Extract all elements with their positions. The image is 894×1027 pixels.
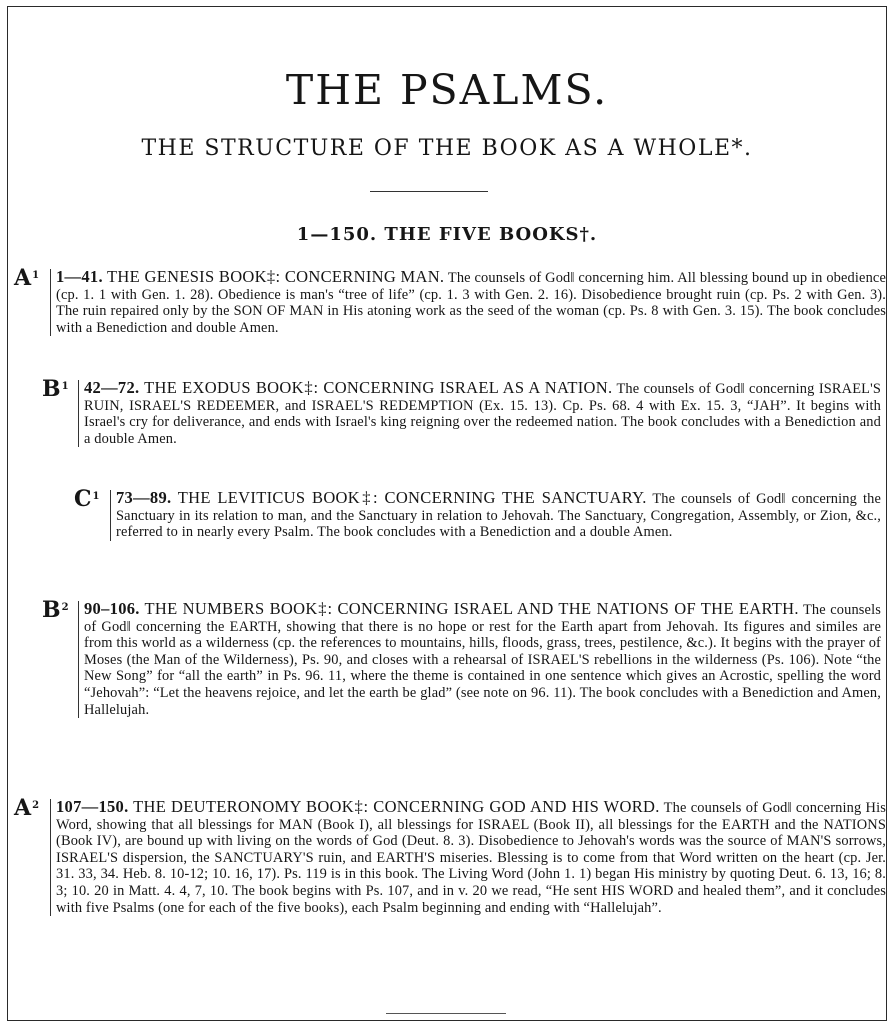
five-books-heading: 1—150. THE FIVE BOOKS†.	[296, 224, 598, 245]
bottom-rule	[386, 1013, 506, 1014]
section-text: The counsels of God‖ concerning the Sanctuary in its relation to man, and the Sanctuary in relation to Jehovah. The Sanctuary, Congregation, Assembly, or Zion, &c., referred to in nearly every Psalm. The book concludes with a Benediction and a double Amen.	[116, 491, 881, 541]
marker-superscript: 2	[61, 602, 69, 613]
marker-superscript: 1	[32, 270, 40, 281]
section-body	[50, 799, 886, 916]
section-marker	[14, 796, 39, 820]
marker-letter: C	[74, 486, 92, 512]
section-heading: THE NUMBERS BOOK‡: CONCERNING ISRAEL AND THE NATIONS OF THE EARTH.	[139, 599, 799, 618]
section-body	[78, 380, 881, 447]
section-text: The counsels of God‖ concerning him. All blessing bound up in obedience (cp. 1. 1 with Gen. 1. 28). Obedience is man's “tree of life” (cp. 1. 3 with Gen. 2. 16). Disobedience brought ruin (cp. Ps. 2 with Gen. 3). The ruin repaired only by the SON OF MAN in His atoning work as the seed of the woman (cp. Ps. 8 with Gen. 3. 15). The book concludes with a Benediction and double Amen.	[56, 270, 886, 336]
marker-letter: A	[14, 795, 32, 821]
marker-letter: A	[14, 265, 32, 291]
marker-letter: B	[42, 376, 61, 402]
section-range: 42—72.	[84, 378, 140, 397]
section-body	[110, 490, 881, 541]
section-heading: THE EXODUS BOOK‡: CONCERNING ISRAEL AS A NATION.	[139, 378, 613, 397]
section-heading: THE DEUTERONOMY BOOK‡: CONCERNING GOD AND HIS WORD.	[128, 797, 660, 816]
page-subtitle: THE STRUCTURE OF THE BOOK AS A WHOLE*.	[141, 136, 753, 161]
section-text: The counsels of God‖ concerning ISRAEL'S RUIN, ISRAEL'S REDEEMER, and ISRAEL'S REDEMPTION (Ex. 15. 13). Cp. Ps. 68. 4 with Ex. 15. 3, “JAH”. It begins with Israel's cry for deliverance, and ends with Israel's king reigning over the redeemed nation. The book concludes with a Benediction and a double Amen.	[84, 381, 881, 447]
section-range: 1—41.	[56, 267, 103, 286]
section-heading: THE LEVITICUS BOOK‡: CONCERNING THE SANCTUARY.	[171, 488, 647, 507]
marker-superscript: 1	[61, 381, 69, 392]
marker-superscript: 2	[32, 800, 40, 811]
section-marker	[42, 598, 69, 622]
section-heading: THE GENESIS BOOK‡: CONCERNING MAN.	[102, 267, 445, 286]
section-text: The counsels of God‖ concerning His Word, showing that all blessings for MAN (Book I), all blessings for ISRAEL (Book II), all blessings for the EARTH and the NATIONS (Book IV), are bound up with living on the words of God (Deut. 8. 3). Disobedience to Jehovah's words was the source of MAN'S sorrows, ISRAEL'S dispersion, the SANCTUARY'S ruin, and EARTH'S miseries. Blessing is to come from that Word written on the heart (cp. Jer. 31. 33, 34. Heb. 8. 10-12; 10. 16, 17). Ps. 119 is in this book. The Living Word (John 1. 1) began His ministry by quoting Deut. 6. 13, 16; 8. 3; 10. 20 in Matt. 4. 4, 7, 10. The book begins with Ps. 107, and in v. 20 we read, “He sent HIS WORD and healed them”, and it concludes with five Psalms (one for each of the five books), each Psalm beginning and ending with “Hallelujah”.	[56, 800, 886, 916]
section-range: 107—150.	[56, 797, 129, 816]
divider-rule	[370, 191, 488, 192]
section-range: 73—89.	[116, 488, 172, 507]
section-body	[50, 269, 886, 336]
section-marker	[14, 266, 39, 290]
marker-letter: B	[42, 597, 61, 623]
page-title: THE PSALMS.	[285, 66, 609, 114]
marker-superscript: 1	[92, 491, 100, 502]
section-range: 90–106.	[84, 599, 140, 618]
section-body	[78, 601, 881, 718]
section-marker	[74, 487, 99, 511]
section-text: The counsels of God‖ concerning the EARTH, showing that there is no hope or rest for the Earth apart from Jehovah. Its figures and similes are from this world as a wilderness (cp. the references to mountains, hills, floods, grass, trees, pestilence, &c.). It begins with the prayer of Moses (the Man of the Wilderness), Ps. 90, and closes with a rehearsal of ISRAEL'S rebellions in the wilderness (Ps. 106). Note “the New Song” for “all the earth” in Ps. 96. 11, where the theme is contained in one sentence which gives an Acrostic, spelling the word “Jehovah”: “Let the heavens rejoice, and let the earth be glad” (see note on 96. 11). The book concludes with a Benediction and Amen, Hallelujah.	[84, 602, 881, 718]
section-marker	[42, 377, 69, 401]
